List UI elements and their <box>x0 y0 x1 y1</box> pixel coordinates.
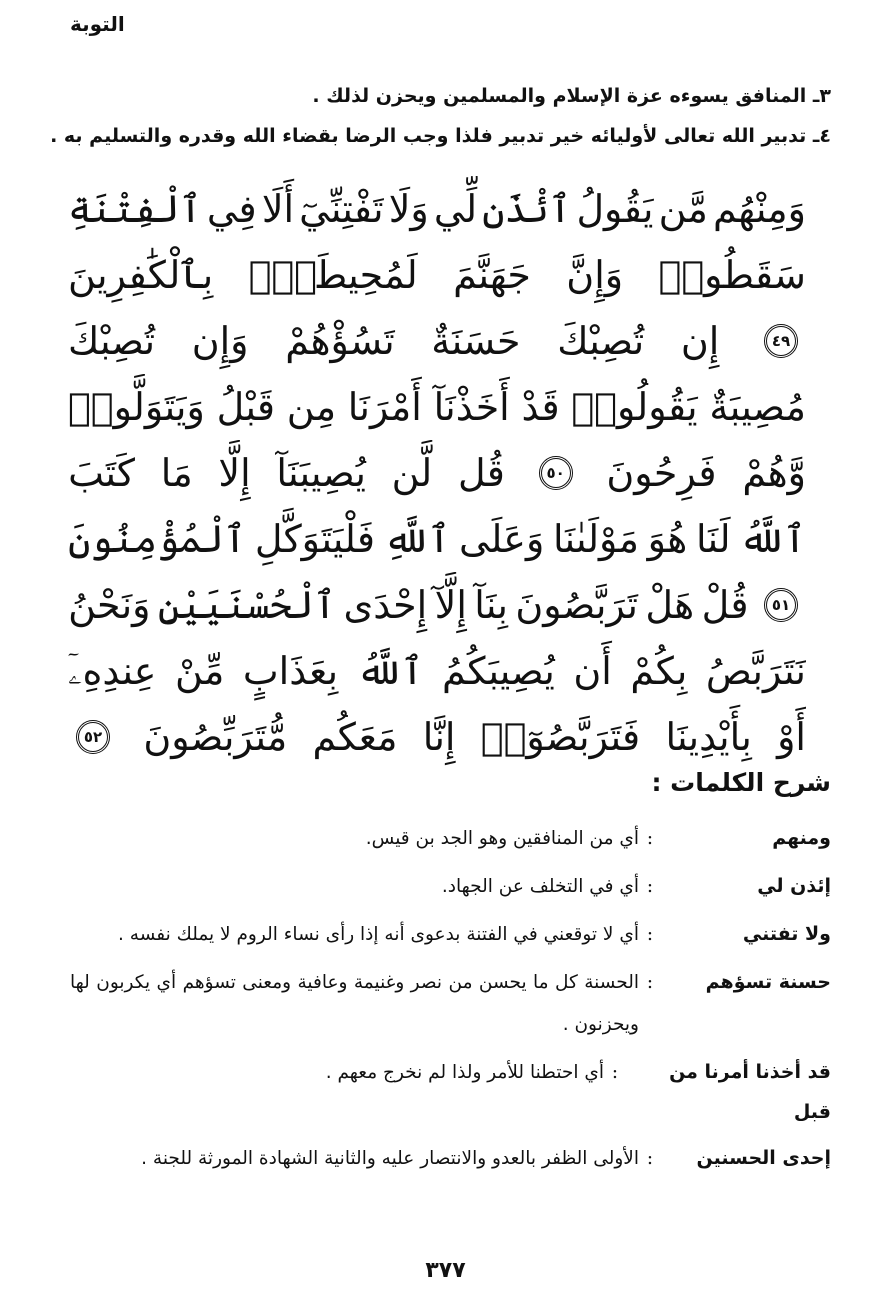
glossary-entry <box>70 1138 831 1180</box>
glossary-definition: الأولى الظفر بالعدو والانتصار عليه والثانية الشهادة المورثة للجنة . <box>141 1148 639 1169</box>
verse-word: جَهَنَّمَ <box>453 253 531 297</box>
verse-word: يُصِيبَنَآ <box>276 451 366 495</box>
verse-word: وَيَتَوَلَّوا۟ <box>68 385 205 429</box>
ayah-number-marker: ٥٢ <box>76 720 110 754</box>
glossary-definition: الحسنة كل ما يحسن من نصر وغنيمة وعافية ومعنى تسؤهم أي يكربون لها ويحزنون . <box>70 972 639 1035</box>
glossary-entry <box>70 914 831 956</box>
verse-word: ٱللَّهِ <box>383 517 451 561</box>
glossary-entry <box>70 866 831 908</box>
glossary-definition: أي احتطنا للأمر ولذا لم نخرج معهم . <box>325 1062 604 1083</box>
verse-word: بِٱلْكَٰفِرِينَ <box>68 253 214 297</box>
glossary-term: ومنهم <box>772 827 831 849</box>
verse-word: أَوْ <box>777 715 806 759</box>
verse-word: مِن <box>286 385 337 429</box>
verse-word: مُّتَرَبِّصُونَ <box>143 715 288 759</box>
glossary-separator: : <box>646 971 654 993</box>
lesson-item: ٣ـ المنافق يسوءه عزة الإسلام والمسلمين ويحزن لذلك . <box>312 85 831 107</box>
verse-line <box>68 572 806 638</box>
ayah-number-marker: ٥١ <box>764 588 798 622</box>
verse-word: قُلْ <box>701 583 749 627</box>
verse-word: كَتَبَ <box>68 451 135 495</box>
glossary-heading: شرح الكلمات : <box>651 768 831 797</box>
glossary-definition: أي في التخلف عن الجهاد. <box>441 876 639 897</box>
running-title: التوبة <box>70 12 125 36</box>
verse-word: إِلَّا <box>218 451 251 495</box>
verse-word: تَرَبَّصُونَ <box>515 583 638 627</box>
verse-word: إِنَّا <box>422 715 456 759</box>
verse-word: ٱلْحُسْنَيَيْنِ <box>157 583 337 627</box>
verse-word: وَإِن <box>191 319 249 363</box>
verse-word: تُصِبْكَ <box>557 319 645 363</box>
verse-word: أَن <box>573 649 612 693</box>
verse-word: يَقُولُ <box>576 187 654 231</box>
verse-word: ٱللَّهُ <box>739 517 806 561</box>
glossary-entry <box>70 1052 831 1132</box>
verse-line <box>68 374 806 440</box>
verse-line <box>68 308 806 374</box>
verse-word: قَبْلُ <box>216 385 276 429</box>
verse-word: ٱلْفِتْنَةِ <box>68 187 202 231</box>
verse-word: لِّي <box>433 187 478 231</box>
page-number: ٣٧٧ <box>425 1258 466 1283</box>
verse-word: ٱلْمُؤْمِنُونَ <box>68 517 247 561</box>
verse-word: بِأَيْدِينَا <box>665 715 752 759</box>
lessons-list <box>50 76 831 156</box>
lesson-item: ٤ـ تدبير الله تعالى لأوليائه خير تدبير فلذا وجب الرضا بقضاء الله وقدره والتسليم به . <box>50 125 831 147</box>
verse-word: فَرِحُونَ <box>606 451 717 495</box>
verse-word: مَّن <box>658 187 708 231</box>
verse-word: تُصِبْكَ <box>68 319 156 363</box>
verse-line <box>68 704 806 770</box>
verse-word: سَقَطُوا۟ <box>658 253 806 297</box>
verse-line <box>68 242 806 308</box>
verse-word: إِحْدَى <box>343 583 428 627</box>
glossary-separator: : <box>646 1147 654 1169</box>
glossary-separator: : <box>646 923 654 945</box>
verse-word: مُصِيبَةٌ <box>709 385 806 429</box>
glossary-entry <box>70 818 831 860</box>
glossary-term: حسنة تسؤهم <box>705 971 831 993</box>
glossary-entry <box>70 962 831 1046</box>
glossary-definition: أي من المنافقين وهو الجد بن قيس. <box>365 828 639 849</box>
glossary-separator: : <box>646 827 654 849</box>
verse-line <box>68 176 806 242</box>
verse-word: عِندِهِۦٓ <box>68 648 157 693</box>
verse-word: ٱللَّهُ <box>356 649 424 693</box>
verse-word: مَعَكُم <box>312 715 398 759</box>
ayah-number-marker: ٤٩ <box>764 324 798 358</box>
verse-word: تَسُؤْهُمْ <box>285 319 395 363</box>
verse-word: لَنَا <box>695 517 731 561</box>
verse-word: بِنَآ <box>474 583 508 627</box>
verse-word: هَلْ <box>645 583 695 627</box>
verse-word: مَوْلَىٰنَا <box>552 517 640 561</box>
verse-word: إِن <box>680 319 720 363</box>
glossary-definition: أي لا توقعني في الفتنة بدعوى أنه إذا رأى نساء الروم لا يملك نفسه . <box>118 924 639 945</box>
verse-word: وَعَلَى <box>459 517 545 561</box>
verse-word: وَّهُمْ <box>742 451 806 495</box>
verse-word: وَنَحْنُ <box>68 583 151 627</box>
verse-word: بِكُمْ <box>630 649 688 693</box>
verse-word: يُصِيبَكُمُ <box>442 649 555 693</box>
verse-word: بِعَذَابٍ <box>242 649 339 693</box>
verse-word: لَمُحِيطَةٌۢ <box>248 253 418 297</box>
verse-word: حَسَنَةٌ <box>431 319 521 363</box>
ayah-number-marker: ٥٠ <box>539 456 573 490</box>
verse-word: يَقُولُوا۟ <box>571 385 698 429</box>
glossary-separator: : <box>611 1061 619 1083</box>
verse-word: فَلْيَتَوَكَّلِ <box>254 517 375 561</box>
verse-line <box>68 506 806 572</box>
glossary-term: إحدى الحسنين <box>696 1147 831 1169</box>
verse-word: قُل <box>457 451 505 495</box>
verse-word: ٱئْذَن <box>482 187 572 231</box>
verse-word: نَتَرَبَّصُ <box>705 649 806 693</box>
verse-word: مِّنْ <box>175 649 225 693</box>
verse-word: هُوَ <box>647 517 688 561</box>
verse-word: لَّن <box>391 451 433 495</box>
verse-word: تَفْتِنِّيٓ <box>299 187 384 231</box>
glossary-term: قد أخذنا أمرنا من قبل <box>669 1061 831 1123</box>
verse-word: مَا <box>160 451 193 495</box>
verse-word: فِي <box>206 187 257 231</box>
glossary-separator: : <box>646 875 654 897</box>
glossary-term: ولا تفتني <box>742 923 831 945</box>
quran-verses-block <box>68 176 806 770</box>
verse-line <box>68 638 806 704</box>
verse-word: أَخَذْنَآ <box>433 385 510 429</box>
glossary-list <box>70 818 831 1186</box>
verse-word: أَمْرَنَا <box>347 385 422 429</box>
verse-word: قَدْ <box>521 385 560 429</box>
verse-word: أَلَا <box>261 187 295 231</box>
verse-word: فَتَرَبَّصُوٓا۟ <box>480 715 641 759</box>
verse-word: وَمِنْهُم <box>713 187 806 231</box>
verse-word: وَلَا <box>388 187 429 231</box>
glossary-term: إئذن لي <box>757 875 831 897</box>
verse-word: إِلَّآ <box>434 583 467 627</box>
verse-word: وَإِنَّ <box>566 253 624 297</box>
verse-line <box>68 440 806 506</box>
